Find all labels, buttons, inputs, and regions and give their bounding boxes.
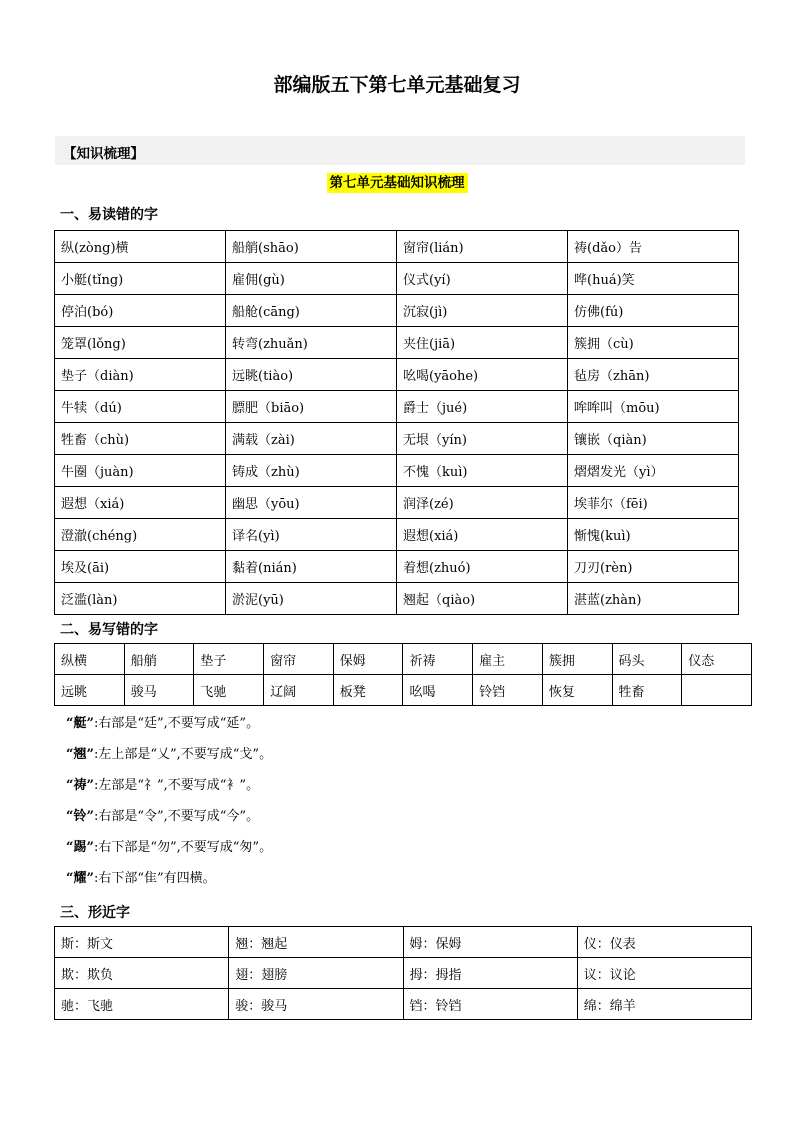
char-pair-cell: 仪：仪表 bbox=[577, 927, 751, 958]
miswritten-table bbox=[54, 643, 752, 706]
char-pair-cell: 绵：绵羊 bbox=[577, 989, 751, 1020]
note-text: :右部是“廷”,不要写成“延”。 bbox=[93, 716, 260, 731]
word-cell: 祷(dǎo）告 bbox=[568, 231, 739, 263]
table-row bbox=[55, 487, 739, 519]
word-cell: 牛圈（juàn) bbox=[55, 455, 226, 487]
char-pair-cell: 议：议论 bbox=[577, 958, 751, 989]
page-title: 部编版五下第七单元基础复习 bbox=[273, 74, 521, 96]
table-row bbox=[55, 927, 752, 958]
misread-table bbox=[54, 230, 739, 615]
table-row bbox=[55, 455, 739, 487]
word-cell: 爵士（jué) bbox=[397, 391, 568, 423]
word-cell: 远眺(tiào) bbox=[226, 359, 397, 391]
table-row bbox=[55, 231, 739, 263]
miswritten-notes bbox=[66, 713, 272, 899]
word-cell: 吆喝(yāohe) bbox=[397, 359, 568, 391]
heading-misread: 一、易读错的字 bbox=[60, 207, 158, 223]
char-pair-cell: 骏：骏马 bbox=[229, 989, 403, 1020]
word-cell: 刀刃(rèn) bbox=[568, 551, 739, 583]
word-cell: 窗帘(lián) bbox=[397, 231, 568, 263]
note-char: “耀” bbox=[66, 871, 94, 886]
word-cell: 熠熠发光（yì） bbox=[568, 455, 739, 487]
note-char: “踢” bbox=[66, 840, 94, 855]
note-item bbox=[66, 868, 272, 899]
word-cell: 簇拥（cù) bbox=[568, 327, 739, 359]
word-cell: 幽思（yōu) bbox=[226, 487, 397, 519]
table-row bbox=[55, 295, 739, 327]
note-char: “祷” bbox=[66, 778, 94, 793]
word-cell: 纵横 bbox=[55, 644, 125, 675]
word-cell: 毡房（zhān) bbox=[568, 359, 739, 391]
word-cell: 着想(zhuó) bbox=[397, 551, 568, 583]
word-cell: 翘起（qiào) bbox=[397, 583, 568, 615]
word-cell: 船艄 bbox=[124, 644, 194, 675]
word-cell: 仪态 bbox=[682, 644, 752, 675]
word-cell: 船舱(cāng) bbox=[226, 295, 397, 327]
word-cell bbox=[682, 675, 752, 706]
word-cell: 铃铛 bbox=[473, 675, 543, 706]
word-cell: 牲畜（chù) bbox=[55, 423, 226, 455]
table-row bbox=[55, 327, 739, 359]
section-label-bar bbox=[55, 136, 745, 165]
word-cell: 码头 bbox=[612, 644, 682, 675]
word-cell: 哗(huá)笑 bbox=[568, 263, 739, 295]
word-cell: 淤泥(yū) bbox=[226, 583, 397, 615]
char-pair-cell: 姆：保姆 bbox=[403, 927, 577, 958]
word-cell: 转弯(zhuǎn) bbox=[226, 327, 397, 359]
note-item bbox=[66, 775, 272, 806]
heading-miswritten: 二、易写错的字 bbox=[60, 622, 158, 638]
heading-similar: 三、形近字 bbox=[60, 905, 130, 921]
char-pair-cell: 翅：翅膀 bbox=[229, 958, 403, 989]
word-cell: 哞哞叫（mōu) bbox=[568, 391, 739, 423]
word-cell: 停泊(bó) bbox=[55, 295, 226, 327]
word-cell: 垫子 bbox=[194, 644, 264, 675]
word-cell: 惭愧(kuì) bbox=[568, 519, 739, 551]
table-row bbox=[55, 675, 752, 706]
word-cell: 小艇(tǐng) bbox=[55, 263, 226, 295]
subtitle-wrap bbox=[0, 172, 794, 193]
note-text: :右下部“隹”有四横。 bbox=[93, 871, 216, 886]
word-cell: 保姆 bbox=[333, 644, 403, 675]
char-pair-cell: 拇：拇指 bbox=[403, 958, 577, 989]
char-pair-cell: 驰：飞驰 bbox=[55, 989, 229, 1020]
similar-chars-table bbox=[54, 926, 752, 1020]
word-cell: 湛蓝(zhàn) bbox=[568, 583, 739, 615]
char-pair-cell: 翘：翘起 bbox=[229, 927, 403, 958]
note-text: :右下部是“勿”,不要写成“匆”。 bbox=[93, 840, 273, 855]
word-cell: 译名(yì) bbox=[226, 519, 397, 551]
word-cell: 无垠（yín) bbox=[397, 423, 568, 455]
table-row bbox=[55, 391, 739, 423]
word-cell: 吆喝 bbox=[403, 675, 473, 706]
section-label: 【知识梳理】 bbox=[63, 146, 144, 162]
note-text: :左部是“礻”,不要写成“衤”。 bbox=[93, 778, 260, 793]
word-cell: 笼罩(lǒng) bbox=[55, 327, 226, 359]
char-pair-cell: 斯：斯文 bbox=[55, 927, 229, 958]
word-cell: 窗帘 bbox=[264, 644, 334, 675]
word-cell: 板凳 bbox=[333, 675, 403, 706]
note-char: “铃” bbox=[66, 809, 94, 824]
note-item bbox=[66, 744, 272, 775]
note-char: “翘” bbox=[66, 747, 94, 762]
note-text: :左上部是“乂”,不要写成“戈”。 bbox=[93, 747, 273, 762]
word-cell: 簇拥 bbox=[542, 644, 612, 675]
word-cell: 埃菲尔（fēi) bbox=[568, 487, 739, 519]
subtitle-highlight: 第七单元基础知识梳理 bbox=[327, 173, 468, 193]
note-item bbox=[66, 806, 272, 837]
note-text: :右部是“令”,不要写成“今”。 bbox=[93, 809, 260, 824]
note-item bbox=[66, 713, 272, 744]
word-cell: 不愧（kuì) bbox=[397, 455, 568, 487]
word-cell: 泛滥(làn) bbox=[55, 583, 226, 615]
word-cell: 澄澈(chéng) bbox=[55, 519, 226, 551]
note-item bbox=[66, 837, 272, 868]
char-pair-cell: 欺：欺负 bbox=[55, 958, 229, 989]
word-cell: 牲畜 bbox=[612, 675, 682, 706]
table-row bbox=[55, 263, 739, 295]
word-cell: 祈祷 bbox=[403, 644, 473, 675]
word-cell: 膘肥（biāo) bbox=[226, 391, 397, 423]
word-cell: 船艄(shāo) bbox=[226, 231, 397, 263]
word-cell: 满载（zài) bbox=[226, 423, 397, 455]
table-row bbox=[55, 519, 739, 551]
word-cell: 夹住(jiā) bbox=[397, 327, 568, 359]
word-cell: 雇主 bbox=[473, 644, 543, 675]
note-char: “艇” bbox=[66, 716, 94, 731]
word-cell: 纵(zòng)横 bbox=[55, 231, 226, 263]
word-cell: 遐想(xiá) bbox=[397, 519, 568, 551]
word-cell: 埃及(āi) bbox=[55, 551, 226, 583]
word-cell: 铸成（zhù) bbox=[226, 455, 397, 487]
word-cell: 垫子（diàn) bbox=[55, 359, 226, 391]
char-pair-cell: 铛：铃铛 bbox=[403, 989, 577, 1020]
table-row bbox=[55, 644, 752, 675]
table-row bbox=[55, 359, 739, 391]
word-cell: 沉寂(jì) bbox=[397, 295, 568, 327]
word-cell: 雇佣(gù) bbox=[226, 263, 397, 295]
word-cell: 仿佛(fú) bbox=[568, 295, 739, 327]
word-cell: 仪式(yí) bbox=[397, 263, 568, 295]
table-row bbox=[55, 583, 739, 615]
word-cell: 骏马 bbox=[124, 675, 194, 706]
word-cell: 黏着(nián) bbox=[226, 551, 397, 583]
table-row bbox=[55, 989, 752, 1020]
word-cell: 恢复 bbox=[542, 675, 612, 706]
table-row bbox=[55, 551, 739, 583]
table-row bbox=[55, 423, 739, 455]
word-cell: 飞驰 bbox=[194, 675, 264, 706]
word-cell: 遐想（xiá) bbox=[55, 487, 226, 519]
table-row bbox=[55, 958, 752, 989]
word-cell: 牛犊（dú) bbox=[55, 391, 226, 423]
word-cell: 辽阔 bbox=[264, 675, 334, 706]
word-cell: 镶嵌（qiàn) bbox=[568, 423, 739, 455]
word-cell: 润泽(zé) bbox=[397, 487, 568, 519]
word-cell: 远眺 bbox=[55, 675, 125, 706]
